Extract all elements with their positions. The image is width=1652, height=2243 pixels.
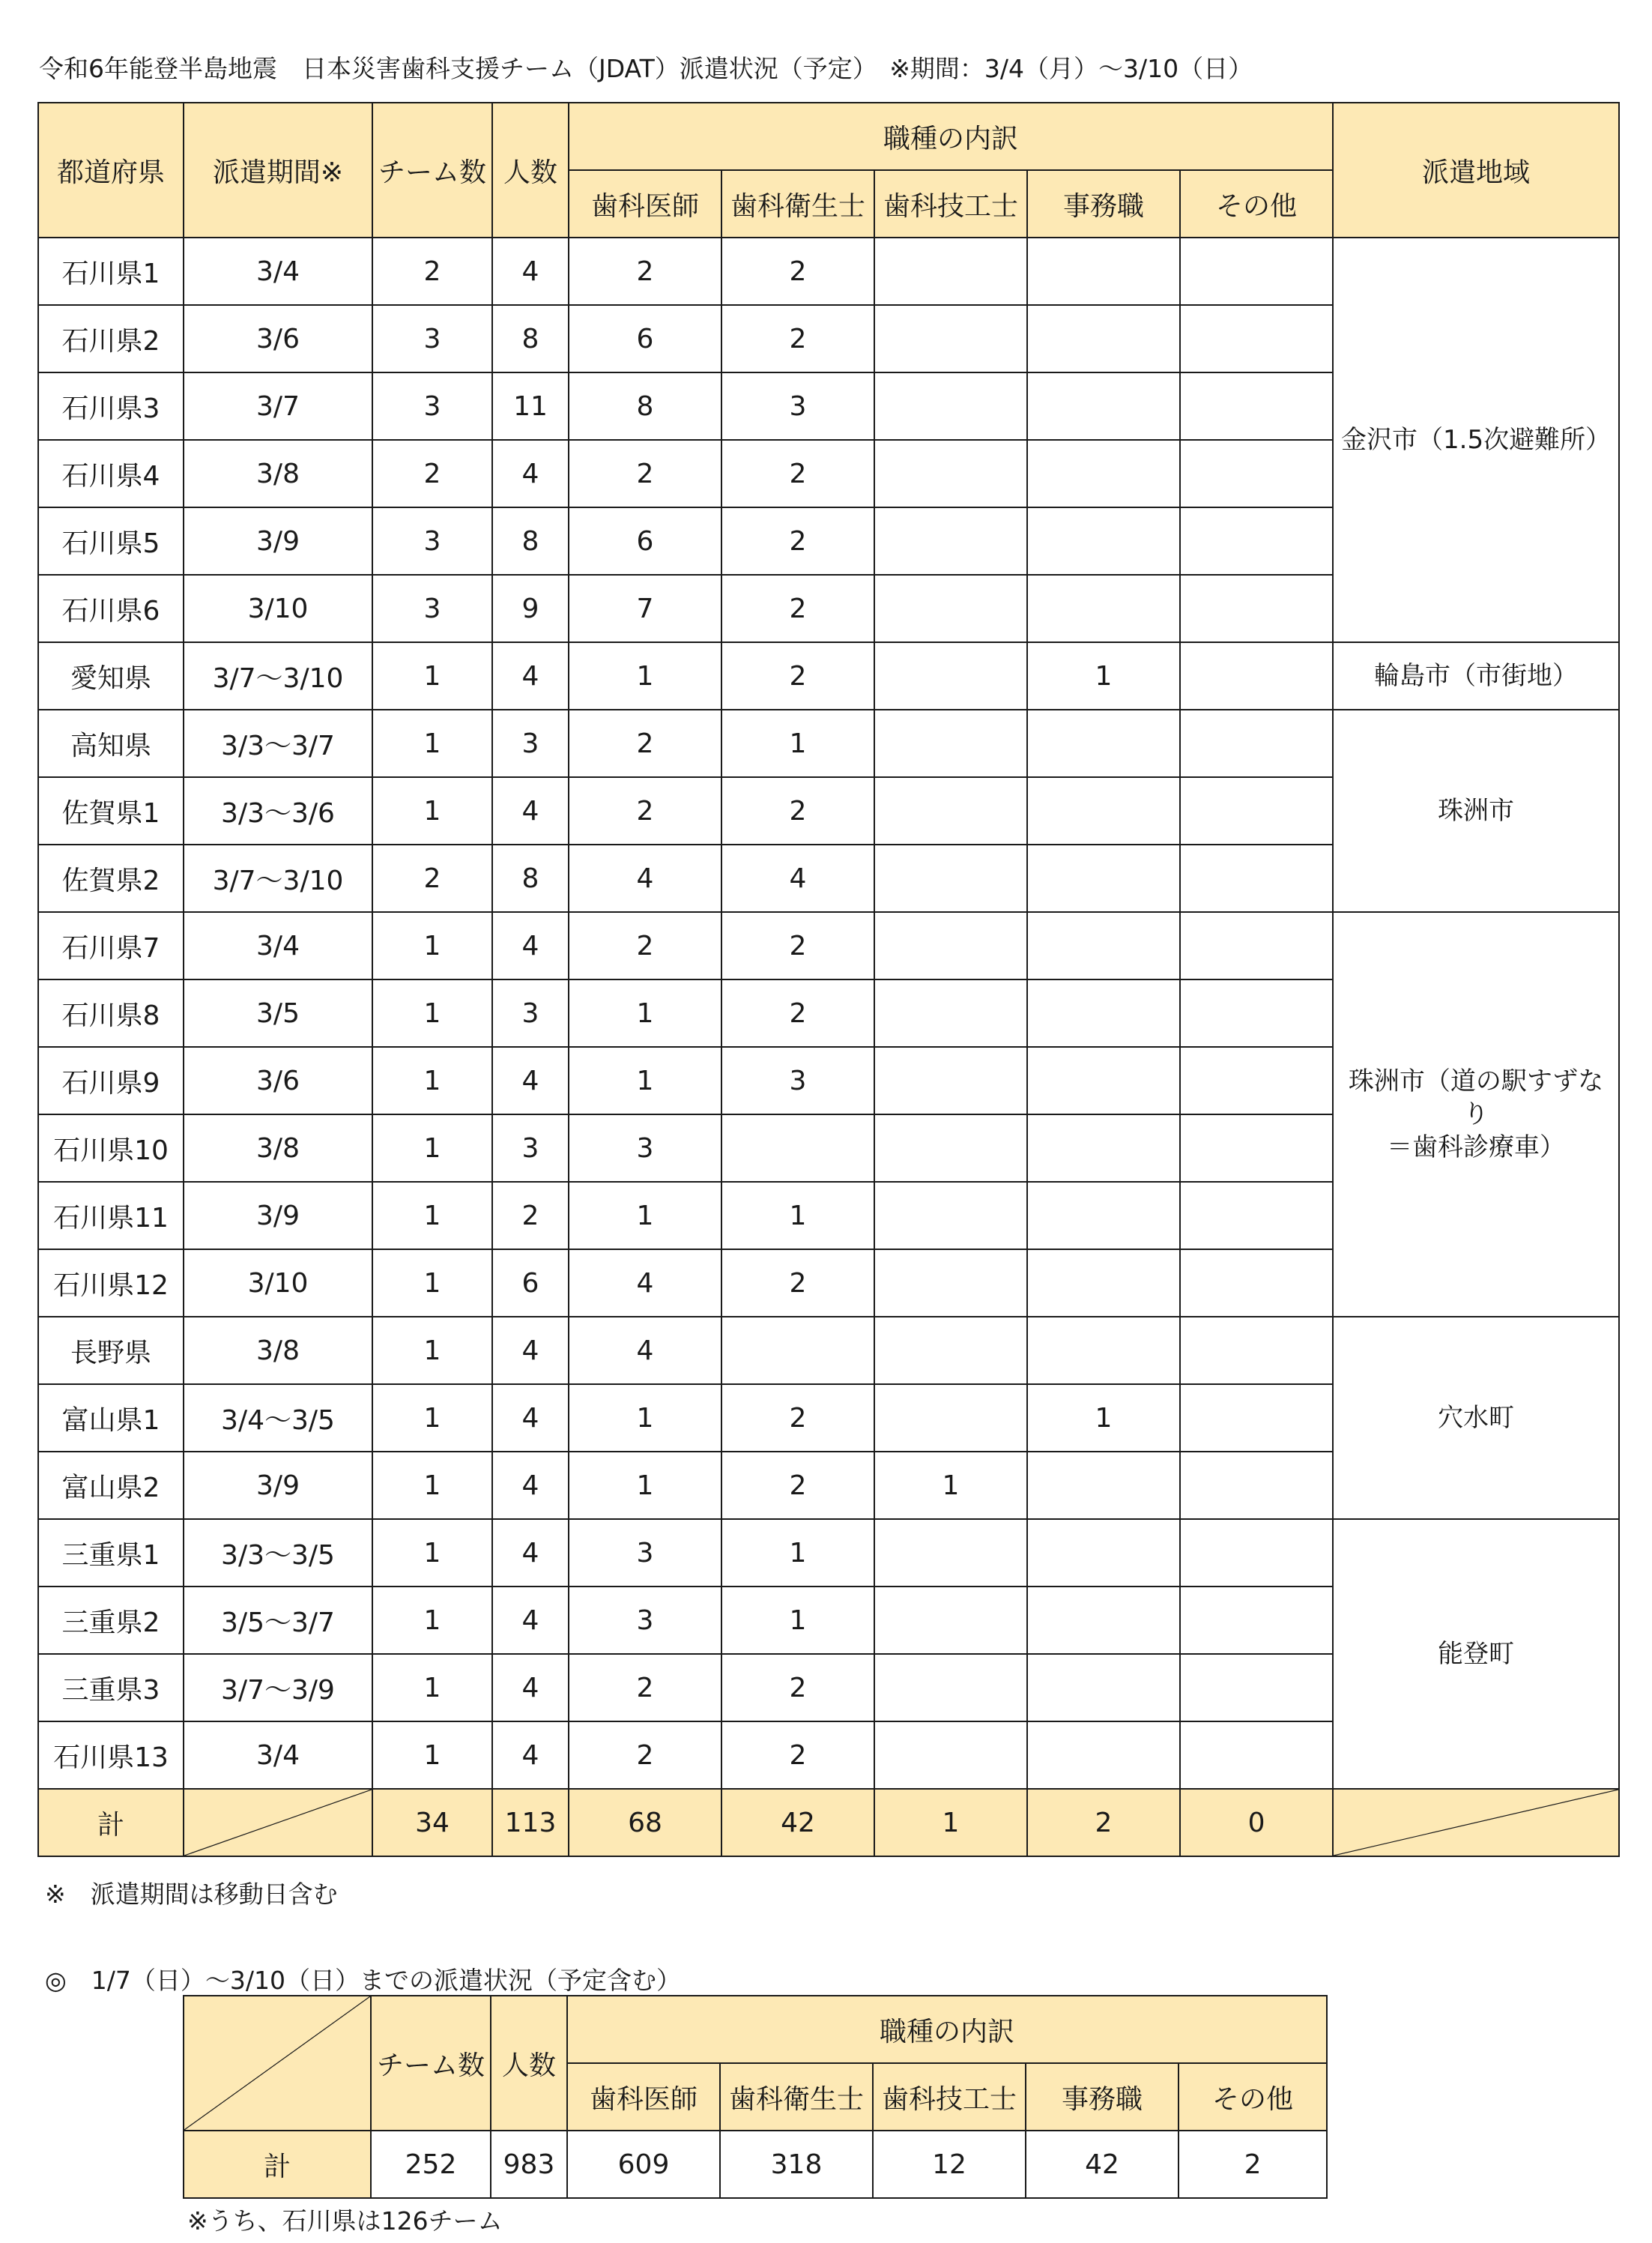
cell-period: 3/9 xyxy=(184,1452,372,1519)
cell-pref: 愛知県 xyxy=(38,642,184,710)
cell-people: 4 xyxy=(492,1721,569,1789)
cell-technician xyxy=(874,777,1027,845)
summary-header-breakdown: 職種の内訳 xyxy=(567,1996,1327,2063)
summary-total-label: 計 xyxy=(184,2131,371,2198)
cell-technician xyxy=(874,710,1027,777)
region-line: ＝歯科診療車） xyxy=(1387,1132,1566,1162)
region-line: 金沢市（1.5次避難所） xyxy=(1341,425,1612,455)
cell-other xyxy=(1180,1317,1333,1384)
cell-period: 3/6 xyxy=(184,305,372,372)
cell-teams: 2 xyxy=(372,845,492,912)
cell-dentist: 2 xyxy=(569,440,721,507)
region-line: 珠洲市（道の駅すずなり xyxy=(1348,1066,1604,1129)
cell-hygienist: 2 xyxy=(721,305,874,372)
cell-period: 3/4 xyxy=(184,238,372,305)
cell-clerk xyxy=(1027,1182,1180,1249)
header-period: 派遣期間※ xyxy=(184,103,372,238)
cell-period: 3/6 xyxy=(184,1047,372,1114)
cell-clerk xyxy=(1027,1587,1180,1654)
cell-other xyxy=(1180,1047,1333,1114)
table-row xyxy=(38,1519,1619,1587)
diagonal-line xyxy=(1334,1790,1618,1856)
cell-technician xyxy=(874,1384,1027,1452)
cell-other xyxy=(1180,642,1333,710)
cell-teams: 2 xyxy=(372,440,492,507)
cell-period: 3/5 xyxy=(184,979,372,1047)
cell-other xyxy=(1180,1249,1333,1317)
cell-hygienist: 2 xyxy=(721,1249,874,1317)
cell-pref: 石川県8 xyxy=(38,979,184,1047)
cell-pref: 石川県9 xyxy=(38,1047,184,1114)
cell-teams: 3 xyxy=(372,507,492,575)
region-cell xyxy=(1333,238,1619,642)
cell-pref: 石川県2 xyxy=(38,305,184,372)
cell-hygienist: 2 xyxy=(721,1654,874,1721)
cell-technician xyxy=(874,1249,1027,1317)
cell-dentist: 6 xyxy=(569,305,721,372)
cell-pref: 石川県3 xyxy=(38,372,184,440)
cell-period: 3/3～3/5 xyxy=(184,1519,372,1587)
cell-teams: 2 xyxy=(372,238,492,305)
cell-dentist: 2 xyxy=(569,1721,721,1789)
cell-technician xyxy=(874,845,1027,912)
summary-header-technician: 歯科技工士 xyxy=(873,2063,1026,2131)
cell-people: 4 xyxy=(492,912,569,979)
cell-teams: 1 xyxy=(372,1721,492,1789)
header-hygienist: 歯科衛生士 xyxy=(721,170,874,238)
cell-teams: 1 xyxy=(372,1587,492,1654)
region-cell xyxy=(1333,912,1619,1317)
cell-people: 6 xyxy=(492,1249,569,1317)
cell-period: 3/10 xyxy=(184,1249,372,1317)
cell-people: 9 xyxy=(492,575,569,642)
summary-table xyxy=(183,1995,1328,2199)
cell-technician xyxy=(874,372,1027,440)
cell-clerk xyxy=(1027,1519,1180,1587)
cell-teams: 1 xyxy=(372,1519,492,1587)
table-row xyxy=(38,710,1619,777)
cell-dentist: 4 xyxy=(569,1249,721,1317)
region-line: 能登町 xyxy=(1438,1639,1515,1669)
cell-people: 4 xyxy=(492,238,569,305)
summary-total-other: 2 xyxy=(1179,2131,1327,2198)
cell-hygienist: 2 xyxy=(721,979,874,1047)
cell-clerk: 1 xyxy=(1027,642,1180,710)
summary-total-teams: 252 xyxy=(371,2131,491,2198)
cell-people: 4 xyxy=(492,440,569,507)
region-cell xyxy=(1333,1317,1619,1519)
cell-dentist: 3 xyxy=(569,1519,721,1587)
cell-clerk xyxy=(1027,372,1180,440)
cell-teams: 1 xyxy=(372,912,492,979)
cell-other xyxy=(1180,575,1333,642)
cell-dentist: 1 xyxy=(569,642,721,710)
cell-dentist: 2 xyxy=(569,777,721,845)
cell-teams: 1 xyxy=(372,1249,492,1317)
cell-teams: 1 xyxy=(372,1452,492,1519)
cell-technician xyxy=(874,1721,1027,1789)
cell-dentist: 2 xyxy=(569,238,721,305)
cell-clerk xyxy=(1027,238,1180,305)
header-other: その他 xyxy=(1180,170,1333,238)
total-teams: 34 xyxy=(372,1789,492,1856)
total-dentist: 68 xyxy=(569,1789,721,1856)
cell-dentist: 1 xyxy=(569,1047,721,1114)
summary-header-clerk: 事務職 xyxy=(1026,2063,1179,2131)
cell-people: 4 xyxy=(492,1384,569,1452)
cell-period: 3/7～3/10 xyxy=(184,642,372,710)
cell-teams: 1 xyxy=(372,777,492,845)
cell-people: 4 xyxy=(492,1047,569,1114)
cell-teams: 1 xyxy=(372,710,492,777)
cell-technician xyxy=(874,305,1027,372)
cell-clerk xyxy=(1027,710,1180,777)
cell-hygienist: 1 xyxy=(721,710,874,777)
cell-hygienist: 1 xyxy=(721,1587,874,1654)
cell-other xyxy=(1180,979,1333,1047)
cell-dentist: 1 xyxy=(569,1384,721,1452)
cell-other xyxy=(1180,507,1333,575)
dispatch-table xyxy=(37,102,1620,1857)
cell-people: 4 xyxy=(492,1587,569,1654)
summary-total-row xyxy=(184,2131,1327,2198)
cell-hygienist: 2 xyxy=(721,1384,874,1452)
cell-period: 3/8 xyxy=(184,440,372,507)
diagonal-line xyxy=(184,1790,372,1856)
summary-total-people: 983 xyxy=(491,2131,567,2198)
cell-clerk xyxy=(1027,1317,1180,1384)
table-row xyxy=(38,912,1619,979)
cell-teams: 1 xyxy=(372,1182,492,1249)
total-row xyxy=(38,1789,1619,1856)
cell-other xyxy=(1180,710,1333,777)
cell-people: 2 xyxy=(492,1182,569,1249)
cell-pref: 石川県11 xyxy=(38,1182,184,1249)
cell-pref: 富山県1 xyxy=(38,1384,184,1452)
cell-hygienist: 4 xyxy=(721,845,874,912)
cell-period: 3/7 xyxy=(184,372,372,440)
cell-dentist: 7 xyxy=(569,575,721,642)
page-title: 令和6年能登半島地震 日本災害歯科支援チーム（JDAT）派遣状況（予定） ※期間：3/4（月）～3/10（日） xyxy=(39,54,1253,83)
cell-clerk xyxy=(1027,979,1180,1047)
cell-technician xyxy=(874,979,1027,1047)
cell-hygienist: 3 xyxy=(721,1047,874,1114)
cell-pref: 石川県4 xyxy=(38,440,184,507)
cell-clerk xyxy=(1027,1047,1180,1114)
cell-technician xyxy=(874,1047,1027,1114)
cell-other xyxy=(1180,1587,1333,1654)
header-people: 人数 xyxy=(492,103,569,238)
total-other: 0 xyxy=(1180,1789,1333,1856)
cell-technician xyxy=(874,642,1027,710)
summary-header-people: 人数 xyxy=(491,1996,567,2131)
cell-period: 3/8 xyxy=(184,1114,372,1182)
cell-clerk xyxy=(1027,575,1180,642)
cell-pref: 佐賀県1 xyxy=(38,777,184,845)
cell-technician: 1 xyxy=(874,1452,1027,1519)
cell-pref: 佐賀県2 xyxy=(38,845,184,912)
cell-people: 8 xyxy=(492,305,569,372)
cell-dentist: 2 xyxy=(569,912,721,979)
cell-pref: 石川県1 xyxy=(38,238,184,305)
total-region-blank xyxy=(1333,1789,1619,1856)
cell-dentist: 8 xyxy=(569,372,721,440)
cell-other xyxy=(1180,845,1333,912)
summary-corner xyxy=(184,1996,371,2131)
header-dentist: 歯科医師 xyxy=(569,170,721,238)
cell-other xyxy=(1180,1114,1333,1182)
cell-other xyxy=(1180,1721,1333,1789)
summary-total-hygienist: 318 xyxy=(720,2131,873,2198)
cell-hygienist: 2 xyxy=(721,575,874,642)
region-line: 珠洲市 xyxy=(1438,796,1515,826)
cell-dentist: 3 xyxy=(569,1587,721,1654)
cell-people: 3 xyxy=(492,710,569,777)
summary-total-technician: 12 xyxy=(873,2131,1026,2198)
total-technician: 1 xyxy=(874,1789,1027,1856)
table-row xyxy=(38,642,1619,710)
cell-hygienist xyxy=(721,1317,874,1384)
cell-pref: 石川県7 xyxy=(38,912,184,979)
cell-people: 3 xyxy=(492,979,569,1047)
summary-header-other: その他 xyxy=(1179,2063,1327,2131)
cell-other xyxy=(1180,1654,1333,1721)
cell-people: 3 xyxy=(492,1114,569,1182)
cell-dentist: 4 xyxy=(569,1317,721,1384)
cell-teams: 1 xyxy=(372,979,492,1047)
cell-teams: 1 xyxy=(372,642,492,710)
cell-hygienist: 2 xyxy=(721,238,874,305)
cell-pref: 三重県3 xyxy=(38,1654,184,1721)
cell-clerk xyxy=(1027,507,1180,575)
cell-hygienist: 3 xyxy=(721,372,874,440)
region-cell xyxy=(1333,1519,1619,1789)
header-breakdown: 職種の内訳 xyxy=(569,103,1333,170)
cell-teams: 1 xyxy=(372,1047,492,1114)
total-label: 計 xyxy=(38,1789,184,1856)
cell-hygienist xyxy=(721,1114,874,1182)
cell-teams: 1 xyxy=(372,1654,492,1721)
period-note: ※ 派遣期間は移動日含む xyxy=(45,1880,338,1909)
region-cell xyxy=(1333,710,1619,912)
cell-dentist: 2 xyxy=(569,1654,721,1721)
summary-header-teams: チーム数 xyxy=(371,1996,491,2131)
cell-period: 3/3～3/6 xyxy=(184,777,372,845)
region-cell xyxy=(1333,642,1619,710)
region-line: 輪島市（市街地） xyxy=(1374,661,1579,691)
header-teams: チーム数 xyxy=(372,103,492,238)
cell-teams: 3 xyxy=(372,372,492,440)
cell-pref: 三重県2 xyxy=(38,1587,184,1654)
cell-clerk xyxy=(1027,440,1180,507)
cell-other xyxy=(1180,305,1333,372)
cell-teams: 1 xyxy=(372,1384,492,1452)
cell-people: 4 xyxy=(492,1317,569,1384)
cell-pref: 石川県5 xyxy=(38,507,184,575)
cell-clerk xyxy=(1027,1452,1180,1519)
summary-header-hygienist: 歯科衛生士 xyxy=(720,2063,873,2131)
total-period-blank xyxy=(184,1789,372,1856)
cell-people: 8 xyxy=(492,845,569,912)
cell-people: 4 xyxy=(492,1452,569,1519)
cell-pref: 長野県 xyxy=(38,1317,184,1384)
cell-technician xyxy=(874,238,1027,305)
cell-dentist: 6 xyxy=(569,507,721,575)
cell-technician xyxy=(874,1654,1027,1721)
cell-hygienist: 2 xyxy=(721,777,874,845)
cell-pref: 富山県2 xyxy=(38,1452,184,1519)
table-row xyxy=(38,1317,1619,1384)
cell-clerk xyxy=(1027,1249,1180,1317)
cell-dentist: 4 xyxy=(569,845,721,912)
cell-technician xyxy=(874,1114,1027,1182)
table-row xyxy=(38,238,1619,305)
cell-people: 4 xyxy=(492,777,569,845)
cell-period: 3/4 xyxy=(184,1721,372,1789)
cell-hygienist: 2 xyxy=(721,507,874,575)
ishikawa-note: ※うち、石川県は126チーム xyxy=(187,2206,503,2236)
cell-hygienist: 2 xyxy=(721,1721,874,1789)
summary-header-dentist: 歯科医師 xyxy=(567,2063,720,2131)
header-region: 派遣地域 xyxy=(1333,103,1619,238)
cell-technician xyxy=(874,1587,1027,1654)
cell-technician xyxy=(874,1317,1027,1384)
cell-teams: 1 xyxy=(372,1317,492,1384)
cell-pref: 高知県 xyxy=(38,710,184,777)
header-technician: 歯科技工士 xyxy=(874,170,1027,238)
diagonal-line xyxy=(184,1996,370,2130)
cell-teams: 3 xyxy=(372,305,492,372)
cell-pref: 石川県12 xyxy=(38,1249,184,1317)
cell-people: 11 xyxy=(492,372,569,440)
cell-dentist: 2 xyxy=(569,710,721,777)
cell-clerk xyxy=(1027,912,1180,979)
cell-pref: 石川県13 xyxy=(38,1721,184,1789)
cell-technician xyxy=(874,575,1027,642)
summary-total-clerk: 42 xyxy=(1026,2131,1179,2198)
cell-clerk xyxy=(1027,305,1180,372)
cell-period: 3/10 xyxy=(184,575,372,642)
cell-other xyxy=(1180,912,1333,979)
cell-hygienist: 1 xyxy=(721,1519,874,1587)
region-line: 穴水町 xyxy=(1438,1403,1515,1433)
cell-period: 3/4～3/5 xyxy=(184,1384,372,1452)
cell-clerk xyxy=(1027,1654,1180,1721)
cell-period: 3/9 xyxy=(184,507,372,575)
cell-period: 3/7～3/10 xyxy=(184,845,372,912)
cell-other xyxy=(1180,1519,1333,1587)
cell-people: 8 xyxy=(492,507,569,575)
header-clerk: 事務職 xyxy=(1027,170,1180,238)
cell-period: 3/4 xyxy=(184,912,372,979)
cell-other xyxy=(1180,372,1333,440)
cell-dentist: 1 xyxy=(569,1182,721,1249)
total-clerk: 2 xyxy=(1027,1789,1180,1856)
cell-hygienist: 2 xyxy=(721,440,874,507)
cell-people: 4 xyxy=(492,1519,569,1587)
header-prefecture: 都道府県 xyxy=(38,103,184,238)
cell-dentist: 3 xyxy=(569,1114,721,1182)
cell-other xyxy=(1180,238,1333,305)
cell-clerk xyxy=(1027,845,1180,912)
cell-hygienist: 2 xyxy=(721,642,874,710)
cell-clerk: 1 xyxy=(1027,1384,1180,1452)
cell-pref: 三重県1 xyxy=(38,1519,184,1587)
cell-period: 3/8 xyxy=(184,1317,372,1384)
cell-hygienist: 2 xyxy=(721,912,874,979)
total-people: 113 xyxy=(492,1789,569,1856)
cell-technician xyxy=(874,1519,1027,1587)
cell-other xyxy=(1180,440,1333,507)
cell-technician xyxy=(874,440,1027,507)
cell-dentist: 1 xyxy=(569,1452,721,1519)
cell-technician xyxy=(874,912,1027,979)
cell-other xyxy=(1180,1182,1333,1249)
cell-other xyxy=(1180,1452,1333,1519)
cell-period: 3/7～3/9 xyxy=(184,1654,372,1721)
cell-clerk xyxy=(1027,777,1180,845)
cell-pref: 石川県6 xyxy=(38,575,184,642)
cell-people: 4 xyxy=(492,1654,569,1721)
cell-people: 4 xyxy=(492,642,569,710)
cell-hygienist: 2 xyxy=(721,1452,874,1519)
cell-technician xyxy=(874,507,1027,575)
cell-technician xyxy=(874,1182,1027,1249)
total-hygienist: 42 xyxy=(721,1789,874,1856)
cell-period: 3/9 xyxy=(184,1182,372,1249)
cell-clerk xyxy=(1027,1114,1180,1182)
cell-teams: 3 xyxy=(372,575,492,642)
cell-hygienist: 1 xyxy=(721,1182,874,1249)
summary-heading: ◎ 1/7（日）～3/10（日）までの派遣状況（予定含む） xyxy=(45,1966,682,1995)
cell-clerk xyxy=(1027,1721,1180,1789)
cell-period: 3/5～3/7 xyxy=(184,1587,372,1654)
cell-pref: 石川県10 xyxy=(38,1114,184,1182)
cell-period: 3/3～3/7 xyxy=(184,710,372,777)
cell-dentist: 1 xyxy=(569,979,721,1047)
cell-other xyxy=(1180,777,1333,845)
summary-total-dentist: 609 xyxy=(567,2131,720,2198)
cell-other xyxy=(1180,1384,1333,1452)
cell-teams: 1 xyxy=(372,1114,492,1182)
